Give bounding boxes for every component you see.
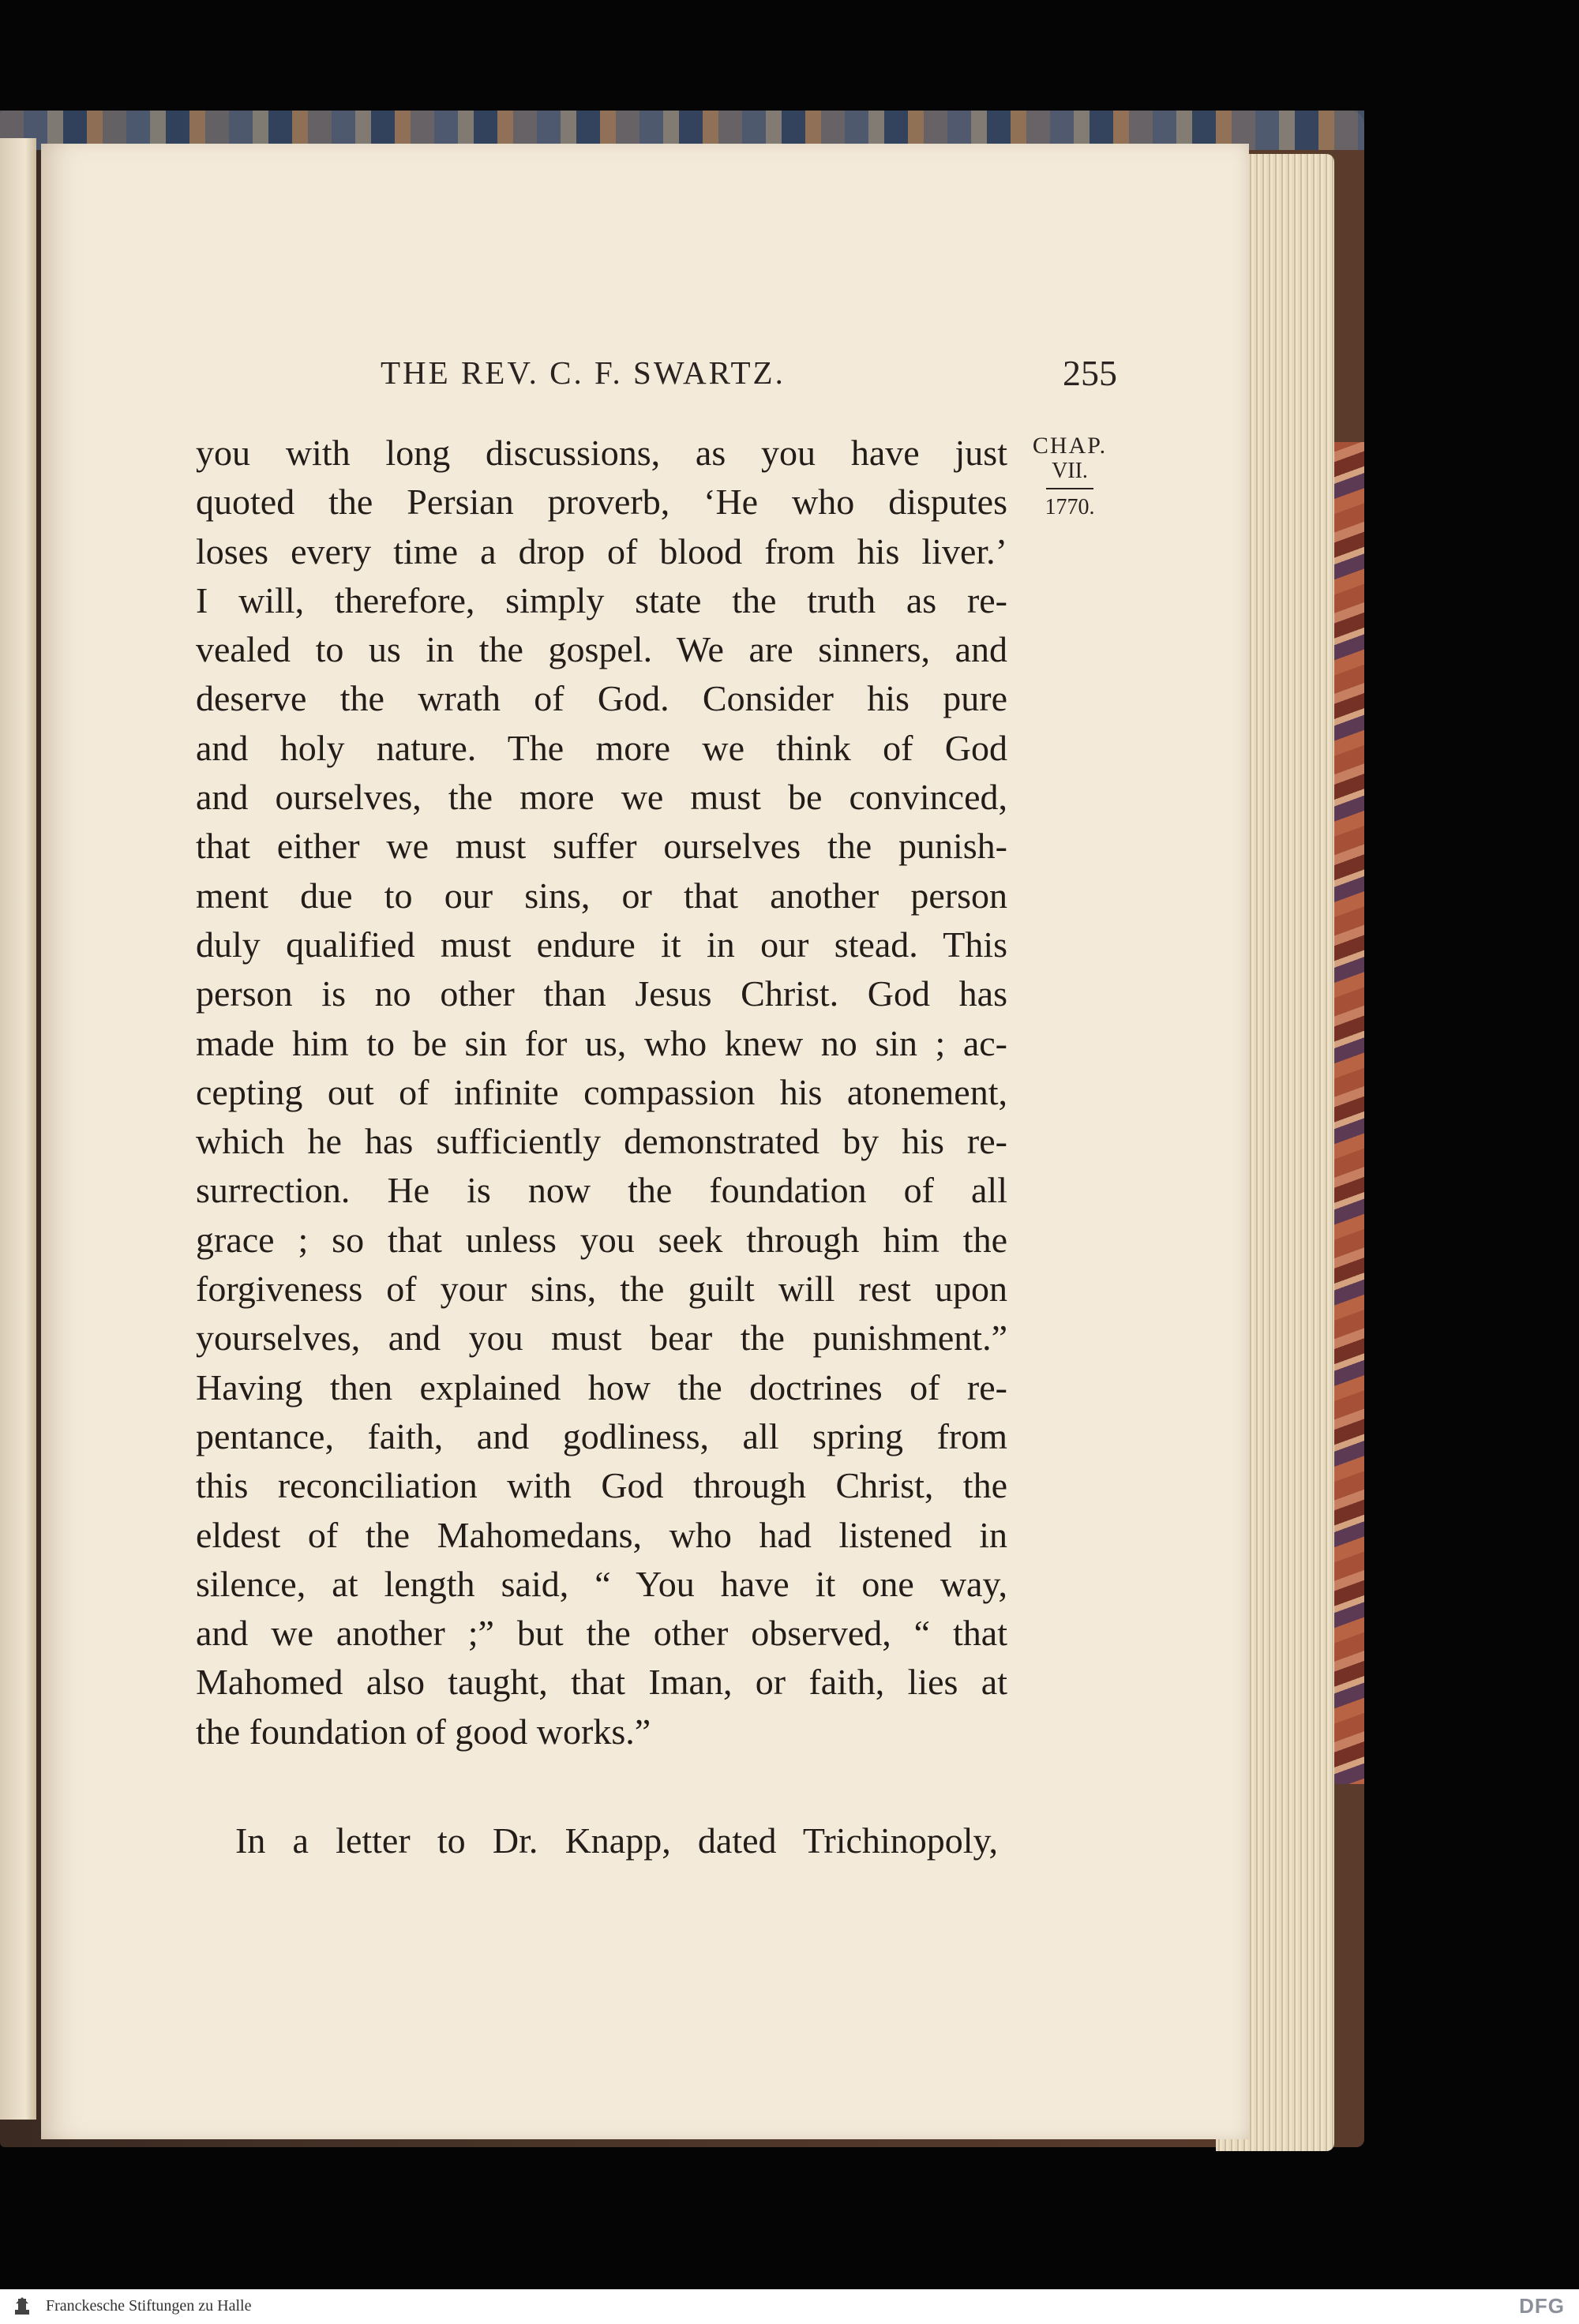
institution-name: Franckesche Stiftungen zu Halle — [46, 2297, 252, 2315]
text-line: duly qualified must endure it in our stead. This — [196, 924, 1007, 965]
text-line: and ourselves, the more we must be convinced, — [196, 777, 1007, 818]
text-line: which he has sufficiently demonstrated by his re- — [196, 1121, 1007, 1162]
text-line: vealed to us in the gospel. We are sinners, and — [196, 629, 1007, 670]
chapter-number: VII. — [1052, 459, 1088, 483]
text-line: Having then explained how the doctrines of re- — [196, 1366, 1007, 1408]
text-line: Mahomed also taught, that Iman, or faith, lies at — [196, 1662, 1007, 1703]
footer-bar — [0, 2289, 1579, 2324]
left-page-edge — [0, 138, 36, 2120]
text-line: deserve the wrath of God. Consider his pure — [196, 678, 1007, 719]
text-line: this reconciliation with God through Christ, the — [196, 1465, 1007, 1506]
text-line: I will, therefore, simply state the truth as re- — [196, 579, 1007, 620]
text-line: you with long discussions, as you have just — [196, 433, 1007, 473]
text-line: that either we must suffer ourselves the punish- — [196, 826, 1007, 867]
text-line: forgiveness of your sins, the guilt will rest upon — [196, 1269, 1007, 1310]
margin-year: 1770. — [1045, 495, 1095, 519]
text-line: silence, at length said, “ You have it one way, — [196, 1563, 1007, 1604]
running-title: THE REV. C. F. SWARTZ. — [381, 354, 786, 391]
page-number: 255 — [1063, 353, 1117, 393]
institution-logo-icon — [11, 2296, 33, 2318]
text-line: loses every time a drop of blood from his liver.’ — [196, 530, 1007, 572]
text-line: quoted the Persian proverb, ‘He who disputes — [196, 482, 1007, 523]
text-line: pentance, faith, and godliness, all spring from — [196, 1415, 1007, 1456]
body-text — [196, 429, 1007, 1756]
chapter-label: CHAP. — [1032, 433, 1108, 459]
text-line: ment due to our sins, or that another person — [196, 875, 1007, 916]
text-line: yourselves, and you must bear the punishment.” — [196, 1318, 1007, 1359]
text-line: grace ; so that unless you seek through him the — [196, 1219, 1007, 1260]
margin-note — [1018, 433, 1121, 519]
text-line: the foundation of good works.” — [196, 1711, 651, 1752]
text-line: and holy nature. The more we think of God — [196, 727, 1007, 768]
next-paragraph: In a letter to Dr. Knapp, dated Trichinopoly, — [235, 1820, 998, 1861]
text-line: person is no other than Jesus Christ. God has — [196, 973, 1007, 1014]
text-line: and we another ;” but the other observed, “ that — [196, 1613, 1007, 1654]
dfg-logo: DFG — [1519, 2294, 1565, 2318]
margin-rule — [1046, 488, 1093, 489]
text-line: eldest of the Mahomedans, who had listened in — [196, 1514, 1007, 1555]
text-line: surrection. He is now the foundation of all — [196, 1170, 1007, 1211]
text-line: cepting out of infinite compassion his atonement, — [196, 1071, 1007, 1112]
text-line: made him to be sin for us, who knew no sin ; ac- — [196, 1022, 1007, 1063]
